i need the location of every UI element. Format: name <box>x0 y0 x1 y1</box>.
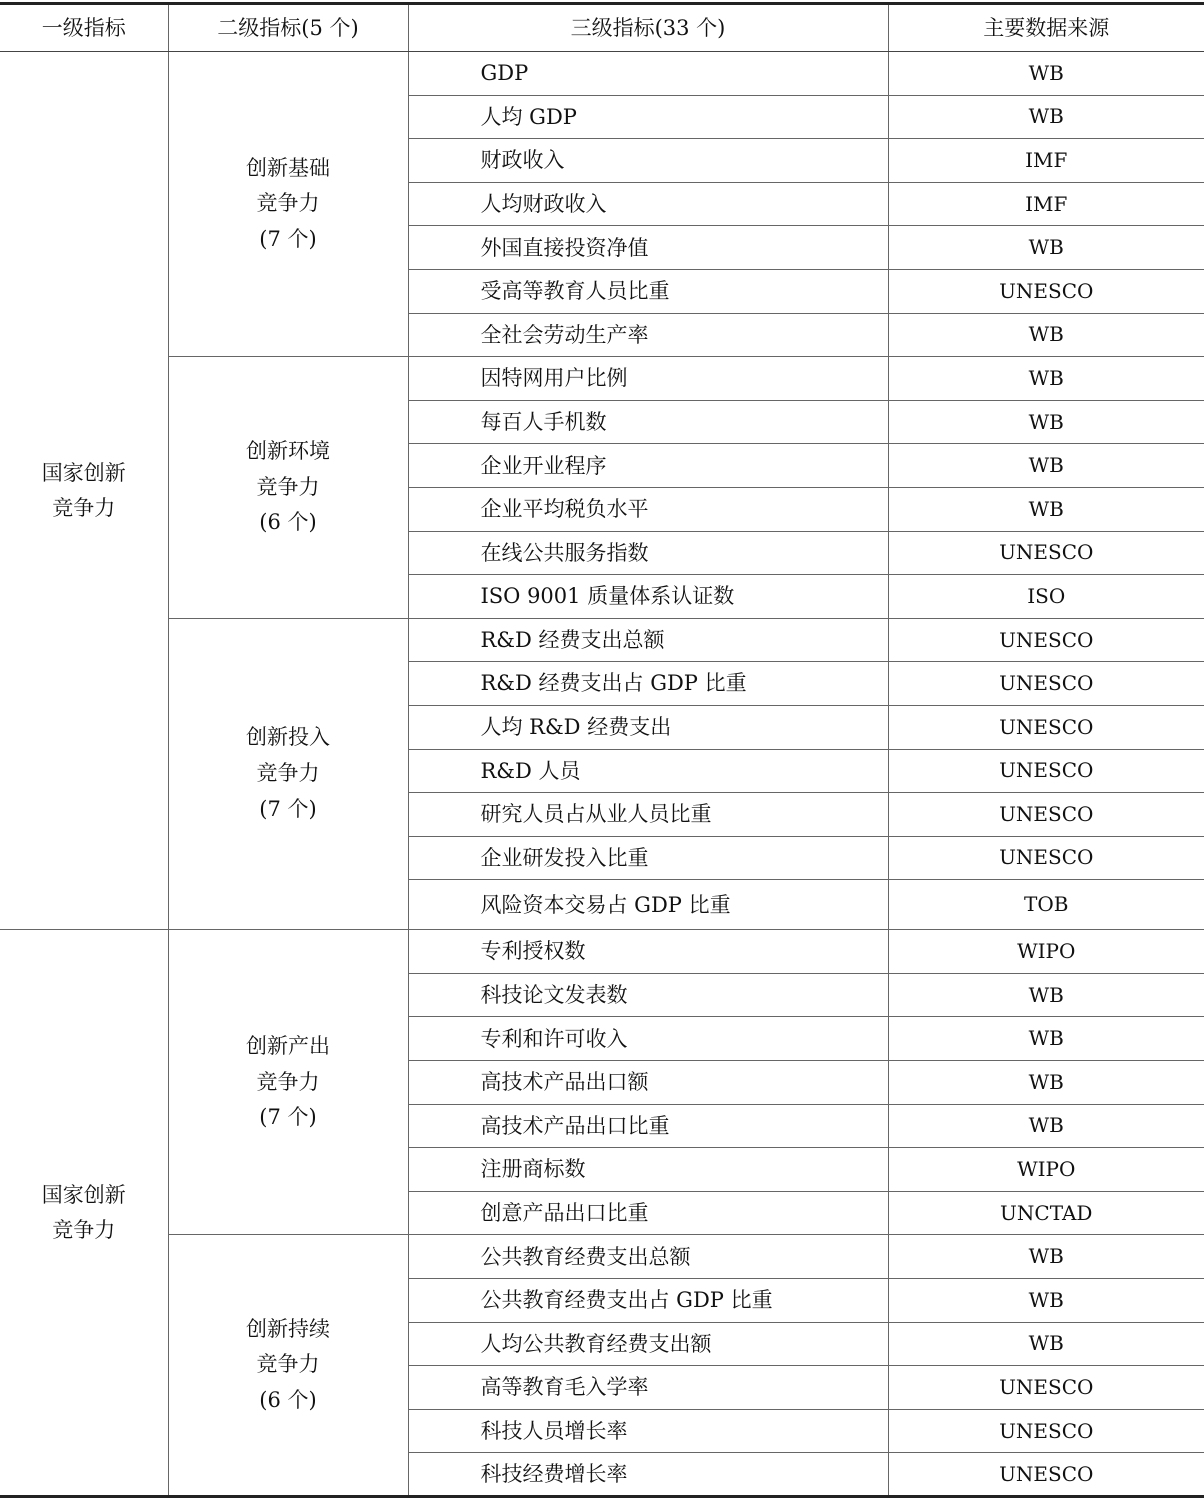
table-row <box>0 1235 1204 1279</box>
indicator-cell: 因特网用户比例 <box>408 357 888 401</box>
source-cell: WB <box>888 313 1204 357</box>
indicator-cell: 公共教育经费支出占 GDP 比重 <box>408 1279 888 1323</box>
indicator-cell: 专利授权数 <box>408 930 888 974</box>
indicator-table <box>0 2 1204 1498</box>
level2-cell <box>168 357 408 619</box>
indicator-cell: 高技术产品出口额 <box>408 1061 888 1105</box>
source-cell: UNESCO <box>888 1453 1204 1497</box>
level1-cell <box>0 52 168 930</box>
level2-label: 创新持续 <box>246 1316 330 1341</box>
indicator-cell: 人均财政收入 <box>408 182 888 226</box>
source-cell: UNESCO <box>888 749 1204 793</box>
indicator-cell: ISO 9001 质量体系认证数 <box>408 575 888 619</box>
level2-label: 创新基础 <box>246 155 330 180</box>
source-cell: WB <box>888 1235 1204 1279</box>
source-cell: WB <box>888 487 1204 531</box>
source-cell: WB <box>888 444 1204 488</box>
indicator-cell: 企业研发投入比重 <box>408 836 888 880</box>
source-cell: WB <box>888 357 1204 401</box>
indicator-cell: 科技论文发表数 <box>408 973 888 1017</box>
header-row <box>0 4 1204 52</box>
level2-cell <box>168 618 408 930</box>
table-row <box>0 357 1204 401</box>
indicator-cell: 专利和许可收入 <box>408 1017 888 1061</box>
level2-cell <box>168 1235 408 1497</box>
level2-label: (7 个) <box>259 226 317 251</box>
indicator-cell: 企业平均税负水平 <box>408 487 888 531</box>
header-level1: 一级指标 <box>0 4 168 52</box>
source-cell: UNCTAD <box>888 1191 1204 1235</box>
indicator-cell: 企业开业程序 <box>408 444 888 488</box>
indicator-cell: R&D 人员 <box>408 749 888 793</box>
indicator-cell: 风险资本交易占 GDP 比重 <box>408 880 888 930</box>
level1-cell <box>0 930 168 1497</box>
source-cell: WB <box>888 1104 1204 1148</box>
table-row <box>0 618 1204 662</box>
source-cell: WB <box>888 1061 1204 1105</box>
table-body <box>0 52 1204 1497</box>
indicator-cell: R&D 经费支出占 GDP 比重 <box>408 662 888 706</box>
level2-cell <box>168 930 408 1235</box>
source-cell: WB <box>888 226 1204 270</box>
level2-label: 竞争力 <box>256 474 320 499</box>
source-cell: UNESCO <box>888 618 1204 662</box>
level2-label: (6 个) <box>259 510 317 535</box>
source-cell: WB <box>888 52 1204 96</box>
indicator-cell: 人均 R&D 经费支出 <box>408 705 888 749</box>
level2-label: 创新产出 <box>246 1033 330 1058</box>
source-cell: IMF <box>888 182 1204 226</box>
level2-label: 创新投入 <box>246 725 330 750</box>
indicator-cell: 科技经费增长率 <box>408 1453 888 1497</box>
source-cell: UNESCO <box>888 793 1204 837</box>
indicator-cell: 高等教育毛入学率 <box>408 1366 888 1410</box>
source-cell: WB <box>888 973 1204 1017</box>
indicator-cell: 注册商标数 <box>408 1148 888 1192</box>
level2-label: 竞争力 <box>256 1069 320 1094</box>
level1-label: 国家创新 <box>41 1183 126 1207</box>
source-cell: WB <box>888 1017 1204 1061</box>
indicator-cell: R&D 经费支出总额 <box>408 618 888 662</box>
level1-label: 国家创新 <box>41 461 126 485</box>
header-level3: 三级指标(33 个) <box>408 4 888 52</box>
level2-label: (6 个) <box>259 1388 317 1413</box>
indicator-cell: GDP <box>408 52 888 96</box>
source-cell: WB <box>888 400 1204 444</box>
indicator-cell: 在线公共服务指数 <box>408 531 888 575</box>
source-cell: WIPO <box>888 1148 1204 1192</box>
source-cell: UNESCO <box>888 662 1204 706</box>
indicator-cell: 公共教育经费支出总额 <box>408 1235 888 1279</box>
level2-label: 竞争力 <box>256 761 320 786</box>
level2-label: (7 个) <box>259 796 317 821</box>
level2-label: (7 个) <box>259 1105 317 1130</box>
source-cell: IMF <box>888 139 1204 183</box>
indicator-cell: 研究人员占从业人员比重 <box>408 793 888 837</box>
source-cell: UNESCO <box>888 1366 1204 1410</box>
indicator-cell: 人均 GDP <box>408 95 888 139</box>
source-cell: UNESCO <box>888 1409 1204 1453</box>
source-cell: ISO <box>888 575 1204 619</box>
source-cell: UNESCO <box>888 705 1204 749</box>
indicator-cell: 创意产品出口比重 <box>408 1191 888 1235</box>
table-row <box>0 52 1204 96</box>
source-cell: UNESCO <box>888 836 1204 880</box>
source-cell: WB <box>888 95 1204 139</box>
source-cell: WIPO <box>888 930 1204 974</box>
level2-label: 竞争力 <box>256 1352 320 1377</box>
level1-label: 竞争力 <box>52 1217 116 1242</box>
indicator-cell: 人均公共教育经费支出额 <box>408 1322 888 1366</box>
indicator-cell: 全社会劳动生产率 <box>408 313 888 357</box>
indicator-cell: 高技术产品出口比重 <box>408 1104 888 1148</box>
indicator-cell: 外国直接投资净值 <box>408 226 888 270</box>
level2-label: 竞争力 <box>256 191 320 216</box>
header-level2: 二级指标(5 个) <box>168 4 408 52</box>
source-cell: UNESCO <box>888 269 1204 313</box>
indicator-cell: 受高等教育人员比重 <box>408 269 888 313</box>
source-cell: UNESCO <box>888 531 1204 575</box>
indicator-cell: 科技人员增长率 <box>408 1409 888 1453</box>
level2-label: 创新环境 <box>246 438 330 463</box>
header-source: 主要数据来源 <box>888 4 1204 52</box>
table-row <box>0 930 1204 974</box>
level2-cell <box>168 52 408 357</box>
indicator-cell: 每百人手机数 <box>408 400 888 444</box>
source-cell: WB <box>888 1279 1204 1323</box>
indicator-cell: 财政收入 <box>408 139 888 183</box>
level1-label: 竞争力 <box>52 495 116 520</box>
source-cell: TOB <box>888 880 1204 930</box>
source-cell: WB <box>888 1322 1204 1366</box>
